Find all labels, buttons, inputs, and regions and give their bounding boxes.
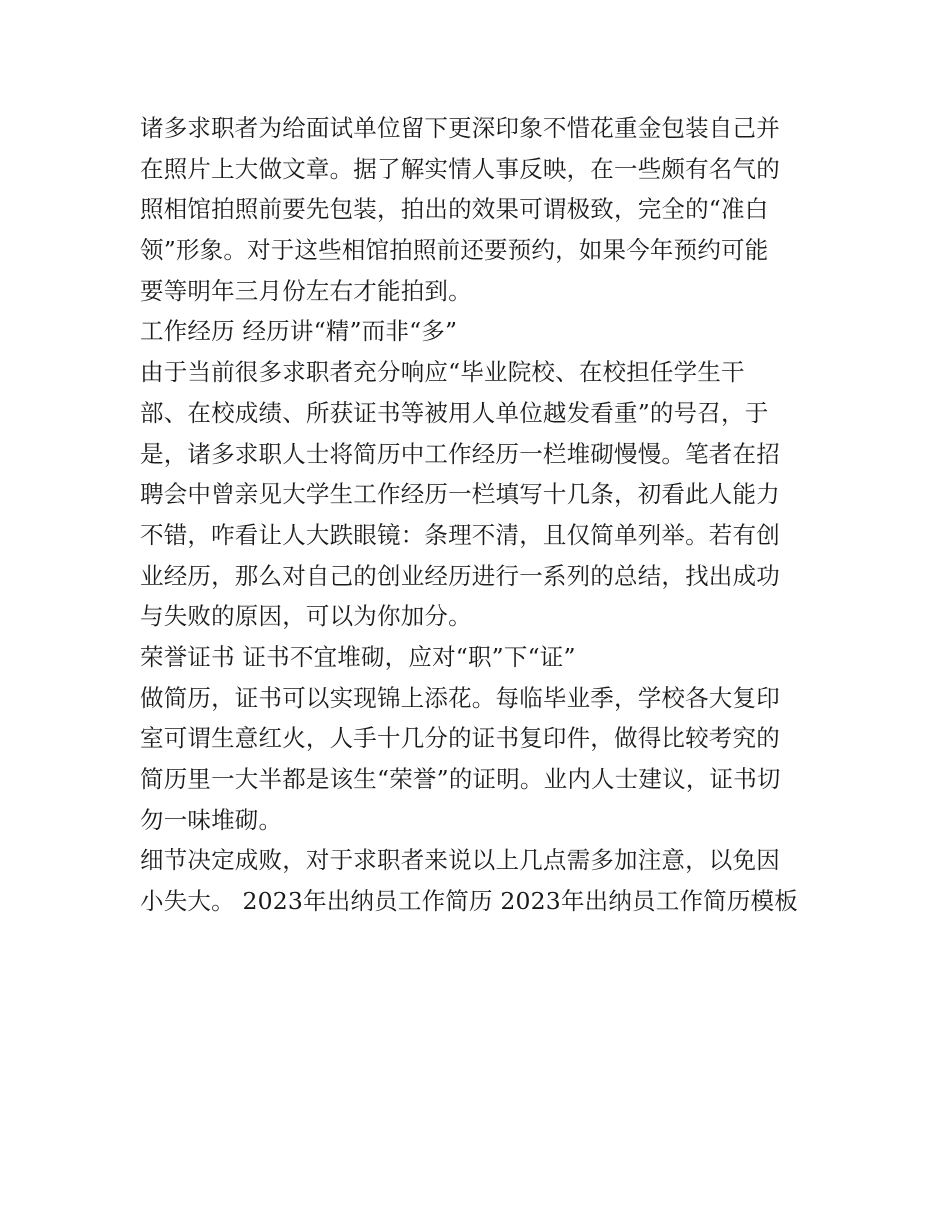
text-line: 照相馆拍照前要先包装，拍出的效果可谓极致，完全的“准白 (140, 195, 769, 224)
text-line: 简历里一大半都是该生“荣誉”的证明。业内人士建议，证书切 (140, 765, 781, 793)
text-line: 由于当前很多求职者充分响应“毕业院校、在校担任学生干 (140, 358, 745, 387)
section-heading-honors: 荣誉证书 证书不宜堆砌，应对“职”下“证” (140, 642, 576, 671)
text-line: 业经历，那么对自己的创业经历进行一系列的总结，找出成功 (140, 561, 780, 590)
text-line: 不错，咋看让人大跌眼镜：条理不清，且仅简单列举。若有创 (140, 520, 780, 549)
document-body (140, 108, 830, 922)
text-line: 勿一味堆砌。 (140, 805, 283, 834)
text-line: 在照片上大做文章。据了解实情人事反映，在一些颇有名气的 (140, 154, 780, 183)
section-heading-work-experience: 工作经历 经历讲“精”而非“多” (140, 317, 458, 346)
text-line: 领”形象。对于这些相馆拍照前还要预约，如果今年预约可能 (140, 236, 769, 265)
text-line: 部、在校成绩、所获证书等被用人单位越发看重”的号召，于 (140, 398, 769, 427)
text-line: 细节决定成败，对于求职者来说以上几点需多加注意，以免因 (140, 846, 780, 875)
text-line: 做简历，证书可以实现锦上添花。每临毕业季，学校各大复印 (140, 683, 780, 712)
text-line: 小失大。 2023年出纳员工作简历 2023年出纳员工作简历模板 (140, 887, 798, 916)
text-line: 与失败的原因，可以为你加分。 (140, 602, 472, 631)
text-line: 诸多求职者为给面试单位留下更深印象不惜花重金包装自己并 (140, 114, 780, 142)
text-line: 要等明年三月份左右才能拍到。 (140, 276, 472, 305)
text-line: 室可谓生意红火，人手十几分的证书复印件，做得比较考究的 (140, 724, 780, 753)
text-line: 是，诸多求职人士将简历中工作经历一栏堆砌慢慢。笔者在招 (140, 439, 780, 468)
text-line: 聘会中曾亲见大学生工作经历一栏填写十几条，初看此人能力 (140, 480, 780, 509)
